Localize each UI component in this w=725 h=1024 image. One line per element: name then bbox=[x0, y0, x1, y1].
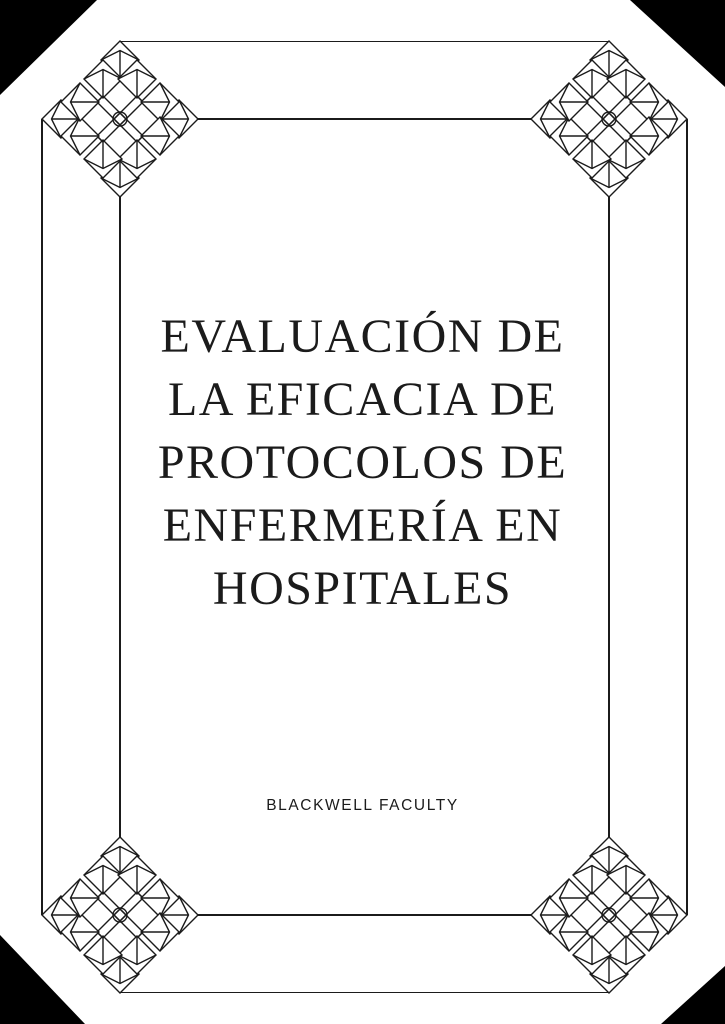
title-line-2: LA EFICACIA DE bbox=[167, 373, 557, 426]
title-line-4: ENFERMERÍA EN bbox=[162, 499, 563, 552]
frame-inner-top-line bbox=[198, 118, 531, 120]
page-title bbox=[0, 305, 725, 620]
title-line-3: PROTOCOLOS DE bbox=[157, 436, 568, 489]
corner-ornament-icon-top-right bbox=[529, 39, 689, 199]
title-line-5: HOSPITALES bbox=[212, 562, 513, 615]
corner-ornament-icon-bottom-right bbox=[529, 835, 689, 995]
frame-inner-bottom-line bbox=[198, 914, 531, 916]
corner-ornament-icon-top-left bbox=[40, 39, 200, 199]
title-line-1: EVALUACIÓN DE bbox=[160, 310, 565, 363]
corner-ornament-icon-bottom-left bbox=[40, 835, 200, 995]
author-byline: BLACKWELL FACULTY bbox=[266, 797, 459, 814]
